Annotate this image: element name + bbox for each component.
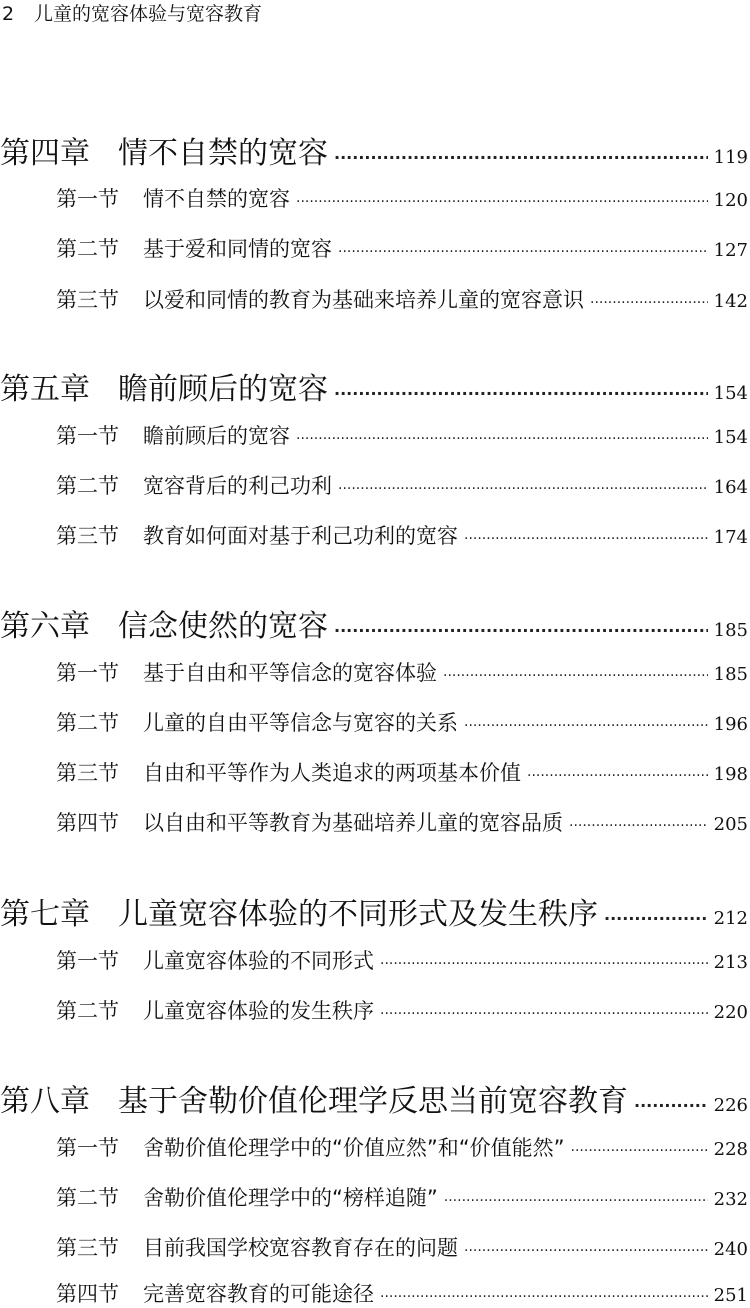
chapter-title: 瞻前顾后的宽容 — [118, 372, 328, 407]
dot-leader — [444, 1193, 708, 1209]
section-title: 情不自禁的宽容 — [143, 187, 290, 211]
dot-leader — [590, 295, 708, 311]
toc-section[interactable] — [0, 520, 750, 550]
dot-leader — [380, 1289, 708, 1305]
section-page: 196 — [713, 714, 748, 735]
chapter-label: 第四章 — [0, 136, 90, 171]
toc-section[interactable] — [0, 420, 750, 450]
section-label: 第二节 — [56, 1186, 119, 1210]
dot-leader — [464, 531, 708, 547]
section-label: 第二节 — [56, 237, 119, 261]
dot-leader — [464, 1243, 708, 1259]
section-label: 第四节 — [56, 1282, 119, 1306]
book-title: 儿童的宽容体验与宽容教育 — [34, 3, 263, 25]
section-title: 儿童宽容体验的发生秩序 — [143, 999, 374, 1023]
dot-leader — [296, 431, 708, 447]
dot-leader — [527, 768, 708, 784]
dot-leader — [443, 668, 708, 684]
section-title: 完善宽容教育的可能途径 — [143, 1282, 374, 1306]
toc-section[interactable] — [0, 470, 750, 500]
toc-chapter-5[interactable] — [0, 364, 750, 407]
section-title: 以自由和平等教育为基础培养儿童的宽容品质 — [143, 811, 563, 835]
dot-leader — [334, 148, 708, 167]
chapter-title: 儿童宽容体验的不同形式及发生秩序 — [118, 897, 598, 932]
section-page: 142 — [713, 291, 748, 312]
chapter-label: 第七章 — [0, 897, 90, 932]
section-label: 第二节 — [56, 474, 119, 498]
section-page: 164 — [713, 477, 748, 498]
toc-section[interactable] — [0, 284, 750, 314]
section-label: 第三节 — [56, 524, 119, 548]
section-title: 儿童的自由平等信念与宽容的关系 — [143, 711, 458, 735]
toc-chapter-6[interactable] — [0, 601, 750, 644]
section-title: 目前我国学校宽容教育存在的问题 — [143, 1236, 458, 1260]
section-title: 以爱和同情的教育为基础来培养儿童的宽容意识 — [143, 288, 584, 312]
chapter-label: 第六章 — [0, 609, 90, 644]
toc-section[interactable] — [0, 183, 750, 213]
section-page: 154 — [713, 427, 748, 448]
dot-leader — [338, 481, 708, 497]
toc-section[interactable] — [0, 657, 750, 687]
dot-leader — [380, 956, 708, 972]
chapter-page: 119 — [713, 147, 748, 168]
section-label: 第一节 — [56, 424, 119, 448]
section-title: 教育如何面对基于利己功利的宽容 — [143, 524, 458, 548]
section-page: 120 — [713, 190, 748, 211]
toc-section[interactable] — [0, 757, 750, 787]
section-page: 251 — [713, 1285, 748, 1306]
toc-section[interactable] — [0, 995, 750, 1025]
section-page: 198 — [713, 764, 748, 785]
section-page: 220 — [713, 1002, 748, 1023]
section-page: 213 — [713, 952, 748, 973]
section-title: 舍勒价值伦理学中的“价值应然”和“价值能然” — [143, 1136, 565, 1160]
section-page: 232 — [713, 1189, 748, 1210]
dot-leader — [464, 718, 708, 734]
dot-leader — [571, 1143, 708, 1159]
dot-leader — [380, 1006, 708, 1022]
toc-section[interactable] — [0, 1132, 750, 1162]
section-label: 第一节 — [56, 1136, 119, 1160]
section-title: 基于爱和同情的宽容 — [143, 237, 332, 261]
section-page: 174 — [713, 527, 748, 548]
chapter-page: 154 — [713, 383, 748, 404]
section-label: 第三节 — [56, 1236, 119, 1260]
section-title: 瞻前顾后的宽容 — [143, 424, 290, 448]
section-label: 第一节 — [56, 187, 119, 211]
toc-section[interactable] — [0, 1182, 750, 1212]
chapter-title: 情不自禁的宽容 — [118, 136, 328, 171]
chapter-title: 基于舍勒价值伦理学反思当前宽容教育 — [118, 1084, 628, 1119]
toc-section[interactable] — [0, 707, 750, 737]
section-title: 宽容背后的利己功利 — [143, 474, 332, 498]
section-page: 228 — [713, 1139, 748, 1160]
toc-section[interactable] — [0, 1278, 750, 1308]
running-head — [2, 2, 262, 26]
dot-leader — [338, 244, 708, 260]
section-label: 第一节 — [56, 661, 119, 685]
section-title: 儿童宽容体验的不同形式 — [143, 949, 374, 973]
section-page: 127 — [713, 240, 748, 261]
chapter-page: 185 — [713, 620, 748, 641]
section-page: 240 — [713, 1239, 748, 1260]
section-title: 基于自由和平等信念的宽容体验 — [143, 661, 437, 685]
section-label: 第三节 — [56, 761, 119, 785]
toc-section[interactable] — [0, 807, 750, 837]
toc-section[interactable] — [0, 945, 750, 975]
section-page: 205 — [713, 814, 748, 835]
dot-leader — [634, 1096, 708, 1115]
dot-leader — [334, 384, 708, 403]
dot-leader — [604, 909, 708, 928]
toc-section[interactable] — [0, 1232, 750, 1262]
section-page: 185 — [713, 664, 748, 685]
toc-section[interactable] — [0, 233, 750, 263]
chapter-label: 第八章 — [0, 1084, 90, 1119]
section-label: 第四节 — [56, 811, 119, 835]
chapter-label: 第五章 — [0, 372, 90, 407]
page-number: 2 — [2, 3, 15, 25]
chapter-page: 226 — [713, 1095, 748, 1116]
toc-chapter-8[interactable] — [0, 1076, 750, 1119]
dot-leader — [334, 621, 708, 640]
toc-chapter-7[interactable] — [0, 889, 750, 932]
section-label: 第一节 — [56, 949, 119, 973]
section-label: 第二节 — [56, 999, 119, 1023]
dot-leader — [569, 818, 708, 834]
section-title: 舍勒价值伦理学中的“榜样追随” — [143, 1186, 438, 1210]
section-title: 自由和平等作为人类追求的两项基本价值 — [143, 761, 521, 785]
section-label: 第三节 — [56, 288, 119, 312]
chapter-page: 212 — [713, 908, 748, 929]
section-label: 第二节 — [56, 711, 119, 735]
dot-leader — [296, 194, 708, 210]
toc-chapter-4[interactable] — [0, 128, 750, 171]
chapter-title: 信念使然的宽容 — [118, 609, 328, 644]
